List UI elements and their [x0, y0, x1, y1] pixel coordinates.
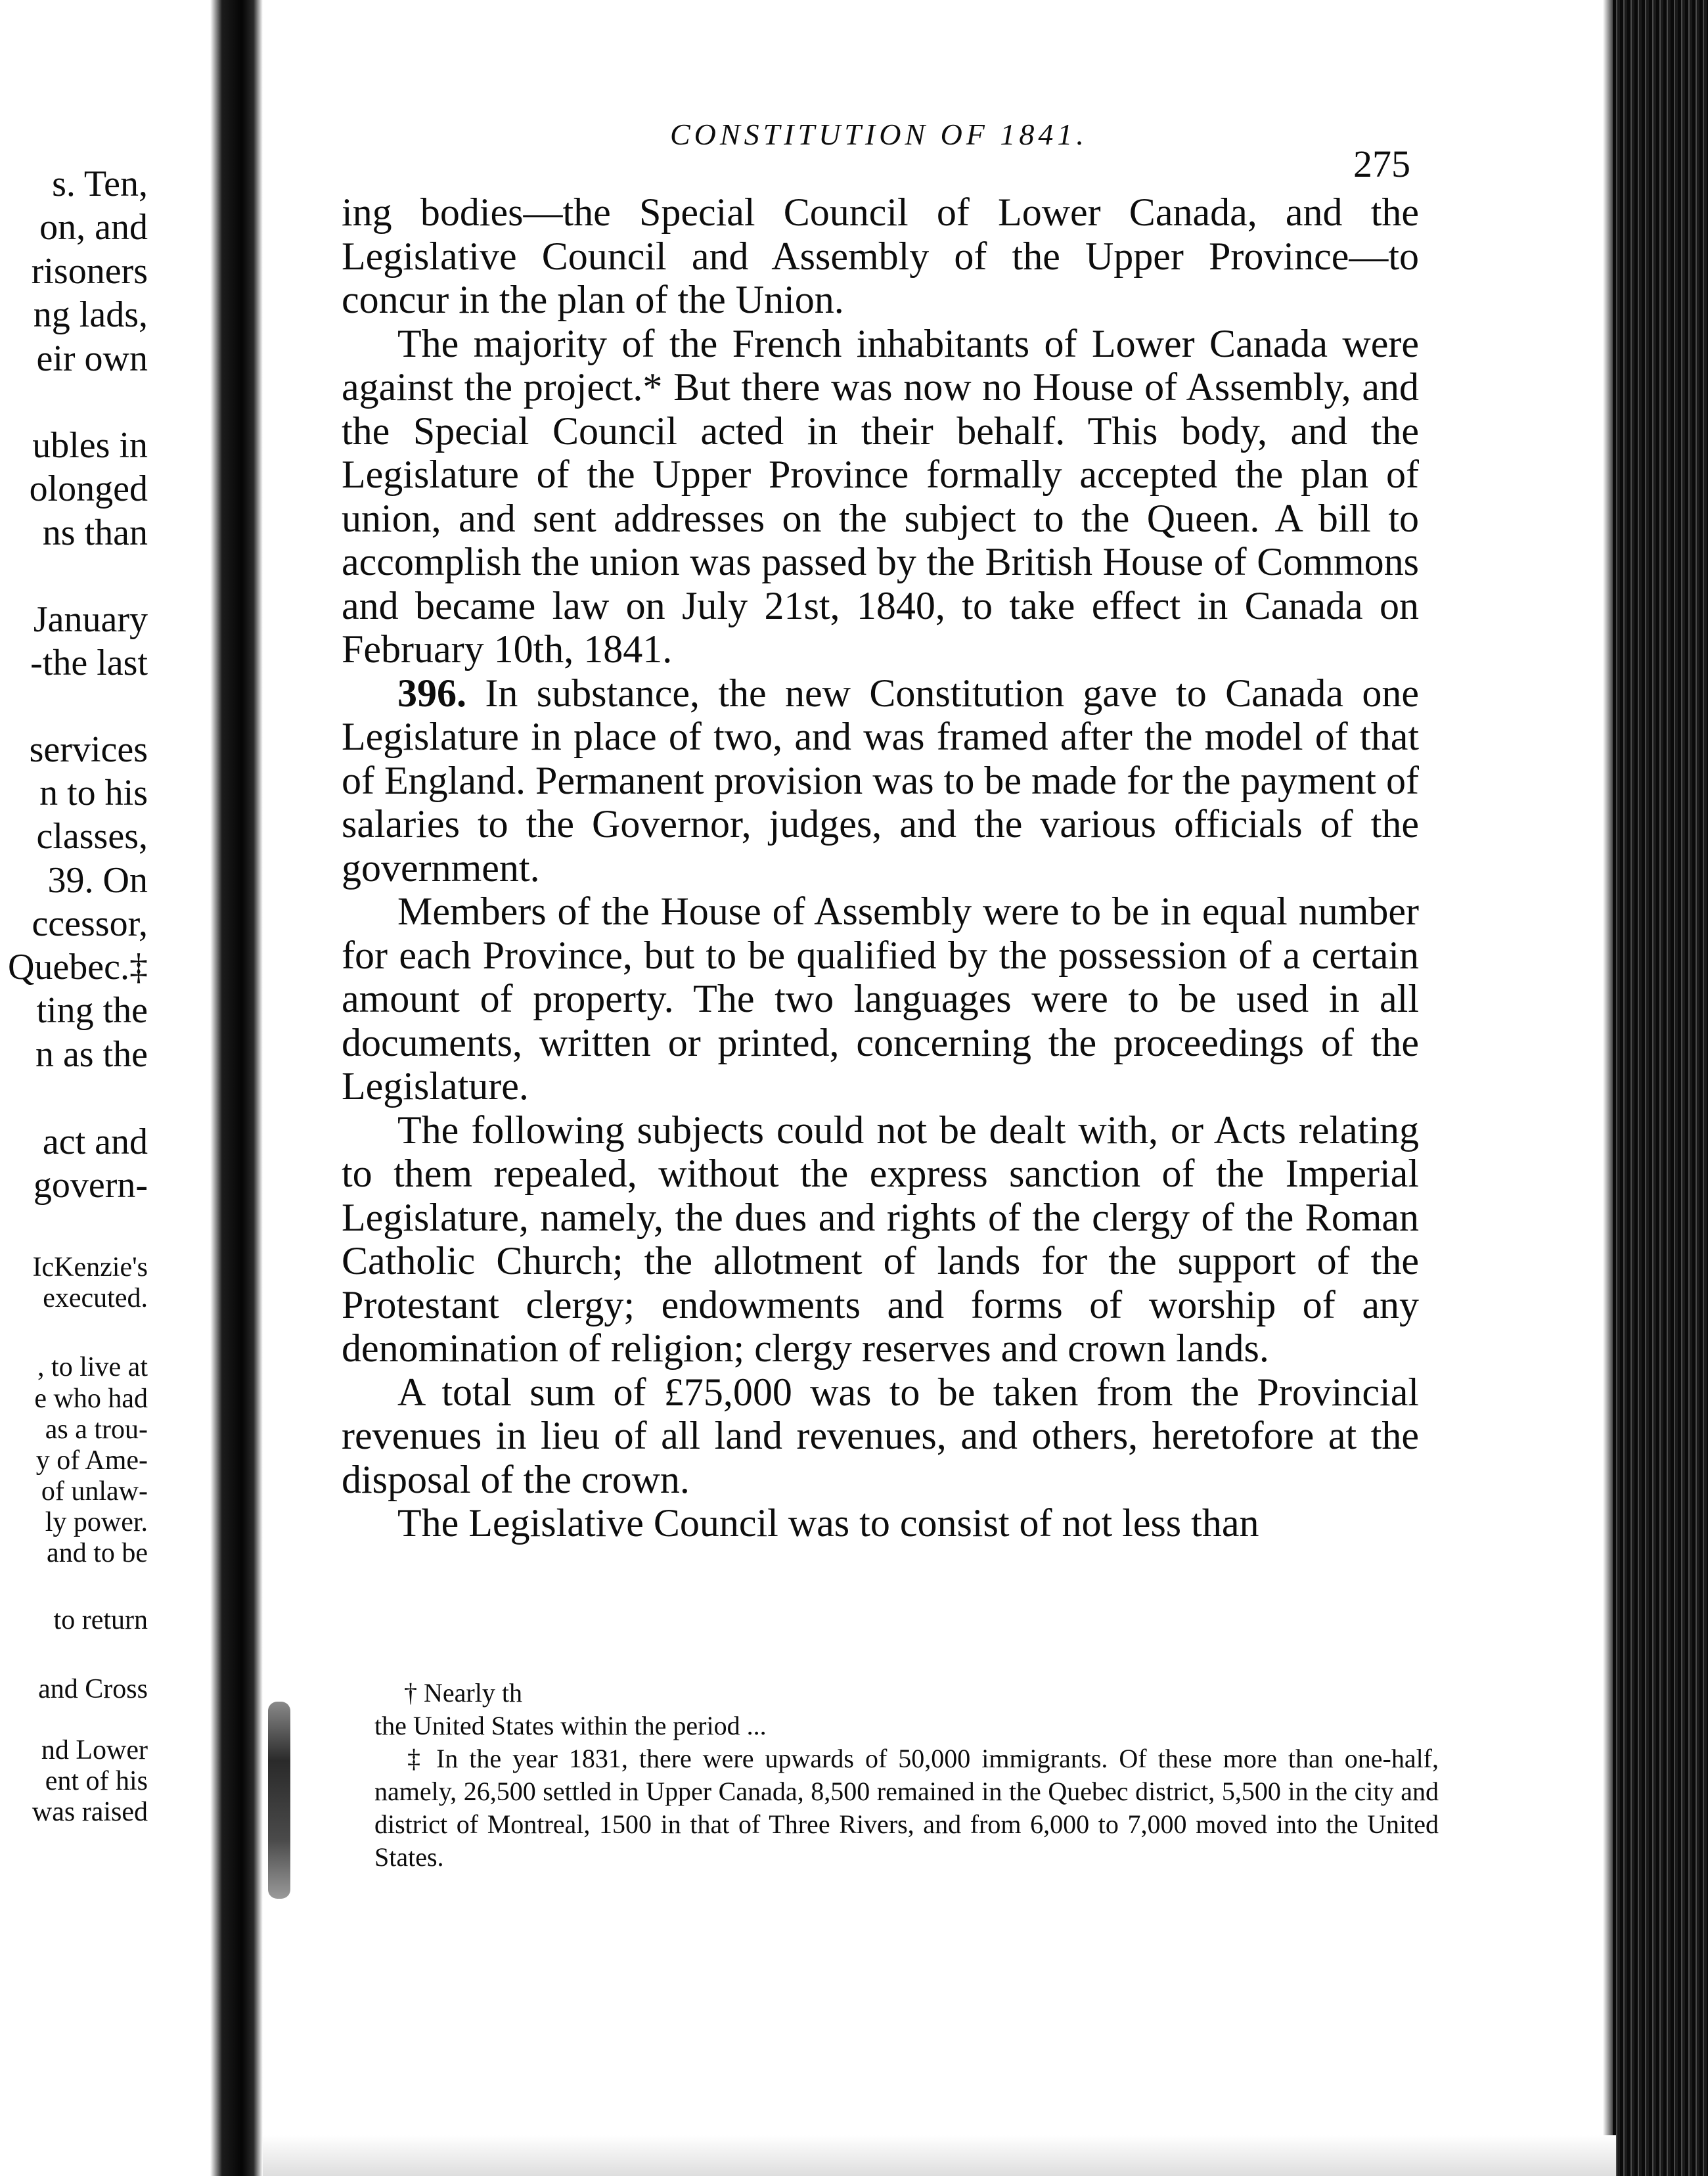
- facing-page-line: ly power.: [45, 1507, 148, 1537]
- facing-page-line: Quebec.‡: [7, 947, 148, 987]
- facing-page-line: and to be: [47, 1538, 148, 1568]
- facing-page-line: -the last: [30, 643, 148, 683]
- facing-page-line: ng lads,: [33, 294, 148, 335]
- facing-page-left: [0, 0, 227, 2176]
- page-bottom-shadow: [263, 2135, 1616, 2176]
- facing-page-line: as a trou-: [45, 1415, 148, 1445]
- paragraph: Members of the House of Assembly were to be in equal number for each Province, but to be qualified by the possession of a certain amount of property. The two languages were to be used in all documents, written or printed, concerning the proceedings of the Legislature.: [342, 890, 1419, 1108]
- running-header: CONSTITUTION OF 1841.: [670, 118, 1088, 151]
- facing-page-line: of unlaw-: [41, 1476, 148, 1507]
- section-text: In substance, the new Constitution gave to Canada one Legislature in place of two, and was framed after the model of that of England. Permanent provision was to be made for the payment of salaries to the Governor, judges, and the various officials of the government.: [342, 671, 1420, 890]
- paragraph: The following subjects could not be dealt with, or Acts relating to them repealed, without the express sanction of the Imperial Legislature, namely, the dues and rights of the clergy of the Roman Catholic Church; the allotment of lands for the support of the Protestant clergy; endowments and forms of worship of any denomination of religion; clergy reserves and crown lands.: [342, 1108, 1419, 1370]
- facing-page-line: , to live at: [37, 1352, 148, 1382]
- facing-page-line: s. Ten,: [52, 164, 148, 204]
- main-text: [342, 191, 1419, 1545]
- facing-page-line: ting the: [36, 990, 148, 1031]
- book-gutter: [210, 0, 263, 2176]
- footnote-dagger-line2: the United States within the period ...: [374, 1711, 767, 1740]
- facing-page-line: 39. On: [47, 860, 148, 901]
- facing-page-line: January: [33, 599, 148, 640]
- facing-page-line: eir own: [36, 338, 148, 379]
- facing-page-line: ubles in: [32, 425, 148, 466]
- footnote-double-dagger: ‡ In the year 1831, there were upwards of 50,000 immigrants. Of these more than one-half, namely, 26,500 settled in Upper Canada, 8,500 remained in the Quebec district, 5,500 in the city and district of Montreal, 1500 in that of Three Rivers, and from 6,000 to 7,000 moved into the United States.: [374, 1744, 1439, 1872]
- paragraph: ing bodies—the Special Council of Lower Canada, and the Legislative Council and Assembly of the Upper Province—to concur in the plan of the Union.: [342, 191, 1419, 321]
- margin-mark: [268, 1702, 290, 1899]
- facing-page-line: on, and: [39, 207, 148, 248]
- facing-page-line: risoners: [31, 251, 148, 292]
- facing-page-line: ccessor,: [32, 903, 148, 944]
- paragraph: The Legislative Council was to consist of not less than: [397, 1501, 1259, 1545]
- facing-page-line: classes,: [36, 816, 148, 857]
- facing-page-line: y of Ame-: [35, 1445, 148, 1476]
- facing-page-line: to return: [53, 1605, 148, 1635]
- facing-page-line: act and: [42, 1122, 148, 1162]
- facing-page-line: and Cross: [38, 1674, 148, 1704]
- facing-page-line: e who had: [34, 1384, 148, 1414]
- facing-page-line: ns than: [42, 512, 148, 553]
- footnote-dagger-line1: † Nearly th: [404, 1678, 522, 1708]
- facing-page-line: olonged: [29, 468, 148, 509]
- facing-page-line: executed.: [43, 1283, 148, 1313]
- book-fore-edge: [1613, 0, 1708, 2176]
- footnotes: [374, 1677, 1439, 1874]
- paragraph: A total sum of £75,000 was to be taken from the Provincial revenues in lieu of all land revenues, and others, heretofore at the disposal of the crown.: [342, 1370, 1419, 1501]
- facing-page-line: services: [29, 729, 148, 770]
- facing-page-line: ent of his: [45, 1766, 148, 1796]
- facing-page-line: govern-: [33, 1165, 148, 1206]
- facing-page-line: n to his: [39, 773, 148, 813]
- facing-page-line: was raised: [32, 1797, 148, 1827]
- facing-page-line: IcKenzie's: [32, 1252, 148, 1282]
- paragraph-section-396: [342, 671, 1419, 890]
- paragraph: The majority of the French inhabitants of Lower Canada were against the project.* But there was now no House of Assembly, and the Special Council acted in their behalf. This body, and the Legislature of the Upper Province formally accepted the plan of union, and sent addresses on the subject to the Queen. A bill to accomplish the union was passed by the British House of Commons and became law on July 21st, 1840, to take effect in Canada on February 10th, 1841.: [342, 321, 1419, 671]
- facing-page-line: nd Lower: [41, 1735, 148, 1765]
- facing-page-line: n as the: [35, 1034, 148, 1075]
- section-number: 396.: [397, 671, 466, 715]
- page-number: 275: [1353, 143, 1410, 185]
